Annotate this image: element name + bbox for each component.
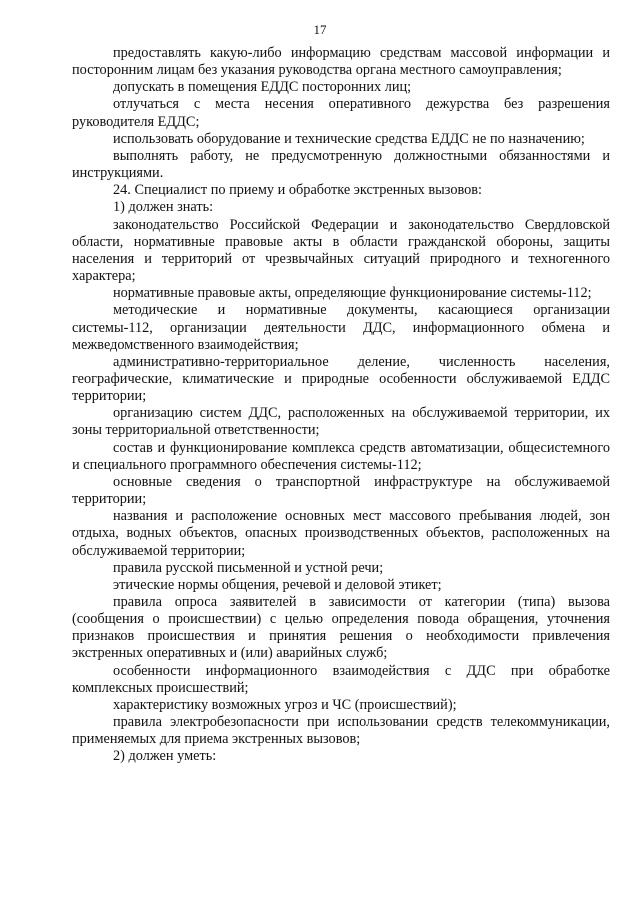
section-heading: 24. Специалист по приему и обработке экстренных вызовов: <box>113 182 482 199</box>
subsection-heading: 1) должен знать: <box>113 199 214 216</box>
page-number: 17 <box>313 22 327 37</box>
paragraph: законодательство Российской Федерации и законодательство Свердловской области, нормативные правовые акты в области гражданской обороны, защиты населения и территорий от чрезвычайных ситуаций природного и техногенного характера; <box>72 216 610 285</box>
paragraph: правила опроса заявителей в зависимости от категории (типа) вызова (сообщения о происшествии) с целью определения повода обращения, уточнения признаков происшествия и принятия решения о необходимости привлечения экстренных оперативных и (или) аварийных служб; <box>72 594 610 662</box>
paragraph: названия и расположение основных мест массового пребывания людей, зон отдыха, водных объектов, опасных производственных объектов, расположенных на обслуживаемой территории; <box>72 508 610 559</box>
paragraph: правила русской письменной и устной речи; <box>113 559 384 576</box>
paragraph: основные сведения о транспортной инфраструктуре на обслуживаемой территории; <box>72 473 610 508</box>
paragraph: предоставлять какую-либо информацию средствам массовой информации и посторонним лицам без указания руководства органа местного самоуправления; <box>72 45 610 79</box>
paragraph: характеристику возможных угроз и ЧС (происшествий); <box>113 696 457 713</box>
paragraph: административно-территориальное деление, численность населения, географические, климатические и природные особенности обслуживаемой ЕДДС территории; <box>72 353 610 405</box>
paragraph: состав и функционирование комплекса средств автоматизации, общесистемного и специального программного обеспечения системы-112; <box>72 439 610 473</box>
paragraph: этические нормы общения, речевой и деловой этикет; <box>113 576 442 593</box>
paragraph: методические и нормативные документы, касающиеся организации системы-112, организации деятельности ДДС, информационного обмена и межведомственного взаимодействия; <box>72 302 610 353</box>
paragraph: особенности информационного взаимодействия с ДДС при обработке комплексных происшествий; <box>72 662 610 696</box>
subsection-heading: 2) должен уметь: <box>113 748 217 765</box>
paragraph: допускать в помещения ЕДДС посторонних лиц; <box>113 79 412 96</box>
paragraph: выполнять работу, не предусмотренную должностными обязанностями и инструкциями. <box>72 147 610 182</box>
paragraph: нормативные правовые акты, определяющие функционирование системы-112; <box>113 285 592 302</box>
paragraph: использовать оборудование и технические средства ЕДДС не по назначению; <box>113 130 585 147</box>
paragraph: организацию систем ДДС, расположенных на обслуживаемой территории, их зоны территориальной ответственности; <box>72 405 610 439</box>
paragraph: отлучаться с места несения оперативного дежурства без разрешения руководителя ЕДДС; <box>72 96 610 130</box>
paragraph: правила электробезопасности при использовании средств телекоммуникации, применяемых для приема экстренных вызовов; <box>72 714 610 748</box>
document-body <box>72 45 610 766</box>
